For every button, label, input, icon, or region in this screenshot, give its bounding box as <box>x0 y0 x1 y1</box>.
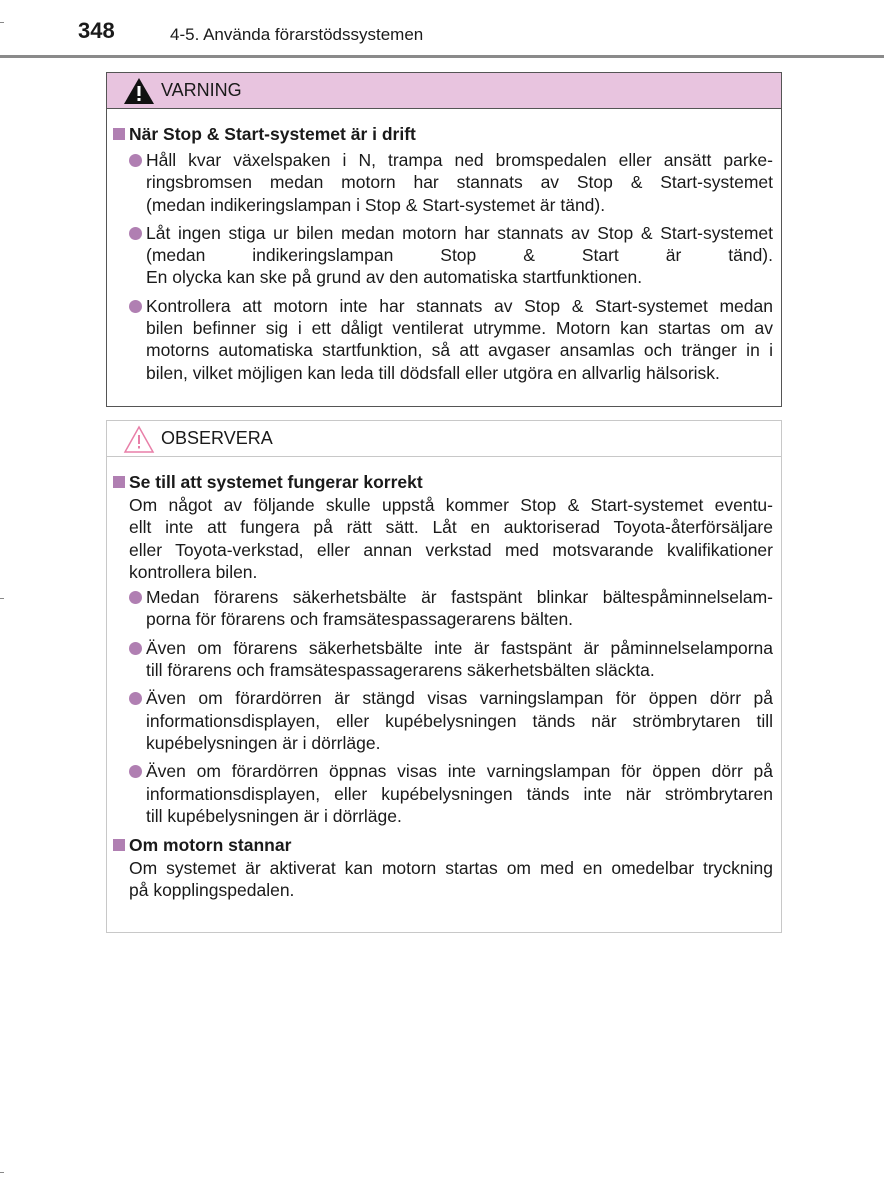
text-line: bilen befinner sig i ett dåligt ventilerat utrymme. Motorn kan startas om av <box>146 318 773 339</box>
paragraph <box>129 494 773 583</box>
bullet-text <box>146 149 773 216</box>
bullet-text <box>146 687 773 754</box>
page-number: 348 <box>78 18 115 43</box>
text-line: Även om förardörren är stängd visas varningslampan för öppen dörr på <box>146 688 773 709</box>
text-line: En olycka kan ske på grund av den automatiska startfunktionen. <box>146 267 643 288</box>
square-bullet-icon <box>113 128 125 140</box>
notice-title: OBSERVERA <box>161 428 273 448</box>
text-line: informationsdisplayen, eller kupébelysningen tänds när strömbrytaren till <box>146 710 773 731</box>
section-heading <box>113 122 773 146</box>
text-line: (medan indikeringslampan Stop & Start är tänd). <box>146 245 773 266</box>
text-line: motorns automatiska startfunktion, så att avgaser ansamlas och tränger in i <box>146 340 773 361</box>
text-line: till kupébelysningen är i dörrläge. <box>146 805 402 826</box>
round-bullet-icon <box>129 692 142 705</box>
warning-box <box>106 72 782 407</box>
warning-triangle-icon <box>123 77 155 105</box>
text-line: informationsdisplayen, eller kupébelysningen tänds inte när strömbrytaren <box>146 783 773 804</box>
round-bullet-icon <box>129 154 142 167</box>
crop-mark <box>0 1172 4 1173</box>
section-heading-text: När Stop & Start-systemet är i drift <box>129 124 416 144</box>
text-line: Låt ingen stiga ur bilen medan motorn har stannats av Stop & Start-systemet <box>146 222 773 243</box>
text-line: Kontrollera att motorn inte har stannats av Stop & Start-systemet medan <box>146 295 773 316</box>
section-heading-text: Om motorn stannar <box>129 835 292 856</box>
section-title: 4-5. Använda förarstödssystemen <box>170 25 424 44</box>
bullet-item <box>129 295 773 384</box>
square-bullet-icon <box>113 839 125 851</box>
bullet-item <box>129 586 773 631</box>
text-line: (medan indikeringslampan i Stop & Start-systemet är tänd). <box>146 194 606 215</box>
notice-header <box>107 421 781 457</box>
bullet-item <box>129 637 773 682</box>
crop-mark <box>0 598 4 599</box>
text-line: kupébelysningen är i dörrläge. <box>146 732 381 753</box>
bullet-text <box>146 586 773 631</box>
warning-title: VARNING <box>161 80 242 100</box>
bullet-item <box>129 760 773 827</box>
text-line: Om något av följande skulle uppstå kommer Stop & Start-systemet eventu- <box>129 495 773 515</box>
paragraph <box>129 857 773 902</box>
round-bullet-icon <box>129 642 142 655</box>
bullet-item <box>129 149 773 216</box>
text-line: porna för förarens och framsätespassagerarens bälten. <box>146 609 574 630</box>
text-line: ringsbromsen medan motorn har stannats av Stop & Start-systemet <box>146 172 773 193</box>
notice-box <box>106 420 782 933</box>
notice-body <box>107 457 781 916</box>
warning-header <box>107 73 781 109</box>
header-rule <box>0 55 884 58</box>
text-line: till förarens och framsätespassagerarens säkerhetsbälten släckta. <box>146 660 655 681</box>
round-bullet-icon <box>129 227 142 240</box>
bullet-item <box>129 222 773 289</box>
section-heading <box>113 470 773 494</box>
round-bullet-icon <box>129 765 142 778</box>
text-line: kontrollera bilen. <box>129 561 258 582</box>
text-line: Om systemet är aktiverat kan motorn startas om med en omedelbar tryckning <box>129 858 773 879</box>
text-line: ellt inte att fungera på rätt sätt. Låt en auktoriserad Toyota-återförsäljare <box>129 517 773 538</box>
text-line: på kopplingspedalen. <box>129 880 295 901</box>
text-line: Även om förarens säkerhetsbälte inte är fastspänt är påminnelselamporna <box>146 637 773 658</box>
bullet-text <box>146 295 773 384</box>
section-heading-text: Se till att systemet fungerar korrekt <box>129 472 423 492</box>
bullet-item <box>129 687 773 754</box>
text-line: eller Toyota-verkstad, eller annan verkstad med motsvarande kvalifikationer <box>129 539 773 560</box>
text-line: Även om förardörren öppnas visas inte varningslampan för öppen dörr på <box>146 761 773 782</box>
crop-mark <box>0 22 4 23</box>
caution-triangle-icon <box>123 425 155 453</box>
text-line: bilen, vilket möjligen kan leda till dödsfall eller utgöra en allvarlig hälsorisk. <box>146 362 720 383</box>
round-bullet-icon <box>129 591 142 604</box>
warning-body <box>107 109 781 404</box>
bullet-text <box>146 760 773 827</box>
section-heading <box>113 833 773 857</box>
square-bullet-icon <box>113 476 125 488</box>
text-line: Håll kvar växelspaken i N, trampa ned bromspedalen eller ansätt parke- <box>146 150 773 170</box>
bullet-text <box>146 222 773 289</box>
bullet-text <box>146 637 773 682</box>
round-bullet-icon <box>129 300 142 313</box>
text-line: Medan förarens säkerhetsbälte är fastspänt blinkar bältespåminnelselam- <box>146 587 773 608</box>
